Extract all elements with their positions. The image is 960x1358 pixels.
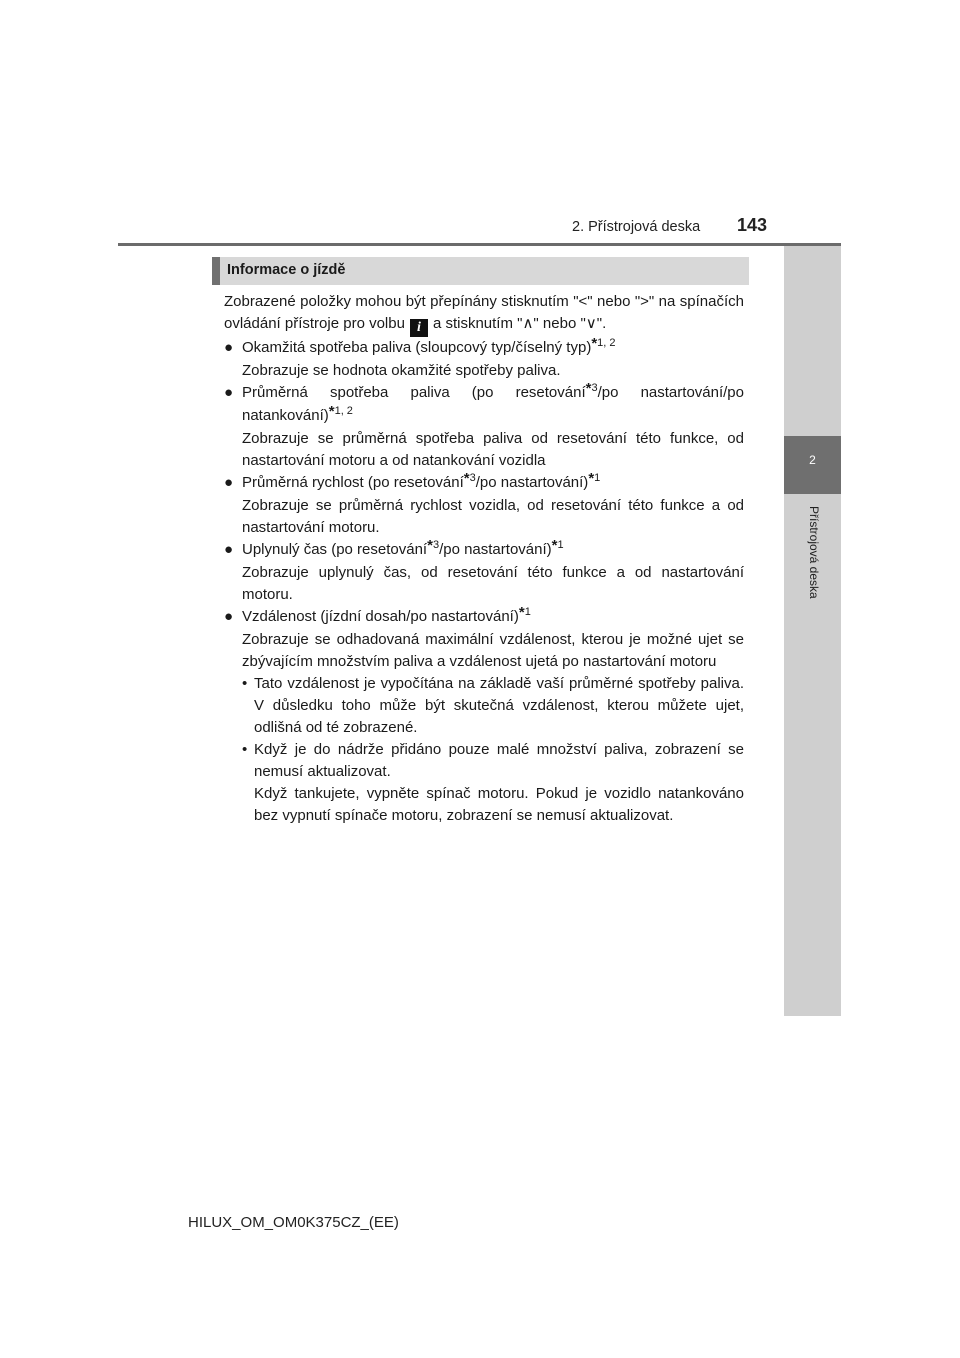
item-description: Zobrazuje se průměrná rychlost vozidla, od resetování této funkce a od nastartování motoru.	[242, 497, 744, 536]
side-tab-number: 2	[809, 453, 816, 467]
sub-note	[224, 739, 744, 783]
bullet-icon: ●	[224, 474, 234, 491]
section-heading	[212, 257, 749, 285]
footnote-ref: *1, 2	[591, 335, 616, 352]
item-title: Okamžitá spotřeba paliva (sloupcový typ/číselný typ)	[242, 339, 592, 356]
list-item	[224, 382, 744, 428]
sub-bullet-icon: •	[242, 741, 248, 758]
sub-note	[224, 673, 744, 739]
page-number: 143	[737, 215, 768, 235]
intro-text-2: a stisknutím "∧" nebo "∨".	[432, 315, 607, 332]
sub-note-extra: Když tankujete, vypněte spínač motoru. Pokud je vozidlo natankováno bez vypnutí spínače motoru, zobrazení se nemusí aktualizovat.	[254, 785, 744, 824]
sub-note-text: Tato vzdálenost je vypočítána na základě vaší průměrné spotřeby paliva. V důsledku toho může být skutečná vzdálenost, kterou můžete ujet, odlišná od té zobrazené.	[254, 675, 744, 736]
bullet-icon: ●	[224, 541, 234, 558]
item-title-cont: /po nastartování)	[475, 474, 589, 491]
item-description: Zobrazuje se hodnota okamžité spotřeby paliva.	[242, 362, 561, 379]
item-title: Průměrná rychlost (po resetování	[242, 474, 464, 491]
item-description: Zobrazuje se průměrná spotřeba paliva od resetování této funkce, od nastartování motoru a od natankování vozidla	[242, 430, 744, 469]
list-item	[224, 337, 744, 360]
header-section-title: 2. Přístrojová deska	[572, 219, 701, 235]
item-title: Vzdálenost (jízdní dosah/po nastartování)	[242, 608, 519, 625]
list-item	[224, 539, 744, 562]
info-icon: i	[410, 319, 428, 337]
bullet-icon: ●	[224, 339, 234, 356]
item-title: Průměrná spotřeba paliva (po resetování	[242, 384, 586, 401]
item-description: Zobrazuje se odhadovaná maximální vzdálenost, kterou je možné ujet se zbývajícím množstvím paliva a vzdálenost ujetá po nastartování motoru	[242, 631, 744, 670]
intro-text-1: Zobrazené položky mohou být přepínány stisknutím "<" nebo ">" na spínačích ovládání přístroje pro volbu	[224, 293, 744, 332]
footnote-ref: *1, 2	[328, 403, 353, 420]
sub-note-text: Když je do nádrže přidáno pouze malé množství paliva, zobrazení se nemusí aktualizovat.	[254, 741, 744, 780]
bullet-icon: ●	[224, 608, 234, 625]
list-item	[224, 606, 744, 629]
footer-doc-code: HILUX_OM_OM0K375CZ_(EE)	[188, 1214, 399, 1231]
item-title-cont: /po nastartování)	[439, 541, 552, 558]
sub-bullet-icon: •	[242, 675, 248, 692]
intro-paragraph	[224, 291, 744, 337]
footnote-ref: *1	[588, 470, 601, 487]
item-description: Zobrazuje uplynulý čas, od resetování této funkce a od nastartování motoru.	[242, 564, 744, 603]
footnote-ref: *3	[585, 380, 598, 397]
item-title-cont: /po nastartování/po natankování)	[242, 384, 744, 424]
footnote-ref: *3	[463, 470, 476, 487]
item-title: Uplynulý čas (po resetování	[242, 541, 428, 558]
content	[224, 291, 744, 827]
list-item	[224, 472, 744, 495]
side-tab-label: Přístrojová deska	[807, 506, 821, 599]
section-title: Informace o jízdě	[227, 262, 346, 278]
footnote-ref: *1	[551, 537, 564, 554]
bullet-icon: ●	[224, 384, 234, 401]
footnote-ref: *1	[518, 604, 531, 621]
side-bar	[784, 246, 841, 1016]
header-rule	[118, 243, 841, 246]
footnote-ref: *3	[427, 537, 440, 554]
